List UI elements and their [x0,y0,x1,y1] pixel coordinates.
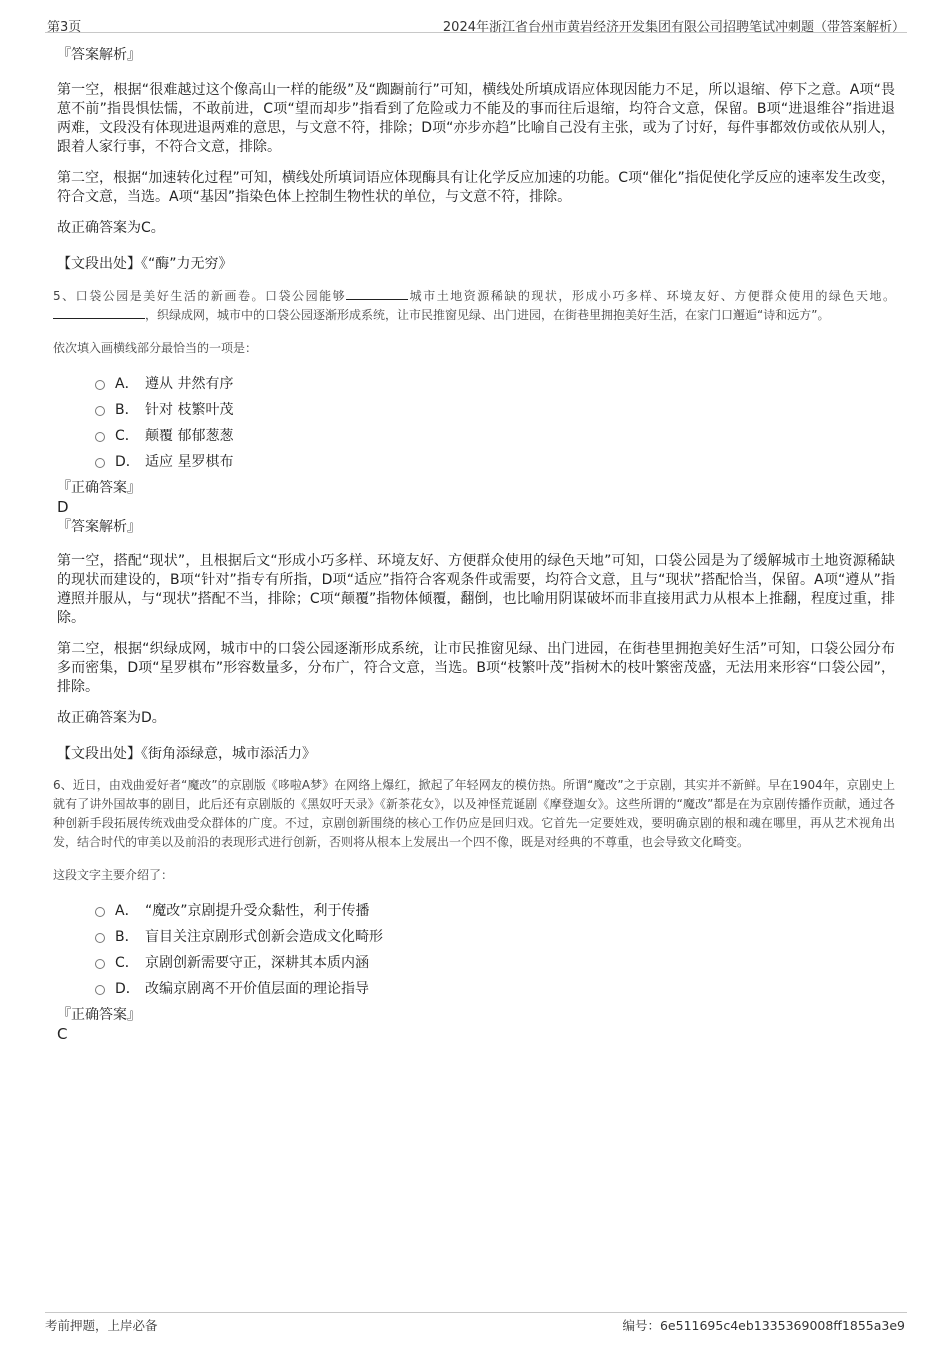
page-number: 第3页 [47,20,82,35]
source-citation: 【文段出处】《街角添绿意，城市添活力》 [57,746,316,762]
question-prompt: 依次填入画横线部分最恰当的一项是： [53,341,258,355]
radio-icon[interactable] [95,432,105,442]
analysis-label: 『答案解析』 [57,47,141,63]
radio-icon[interactable] [95,959,105,969]
analysis-label: 『答案解析』 [57,519,141,535]
conclusion: 故正确答案为D。 [57,710,166,726]
option-list [57,898,895,1002]
option-c[interactable] [95,950,895,976]
option-b[interactable] [95,924,895,950]
option-b[interactable] [95,397,895,423]
question-stem-part: 5、口袋公园是美好生活的新画卷。口袋公园能够 [53,289,347,303]
option-letter: A． [115,376,139,392]
question-stem-part: ，织绿成网，城市中的口袋公园逐渐形成系统，让市民推窗见绿、出门进园，在街巷里拥抱美好生活，在家门口邂逅“诗和远方”。 [145,308,830,322]
analysis-paragraph: 第二空，根据“加速转化过程”可知，横线处所填词语应体现酶具有让化学反应加速的功能。C项“催化”指促使化学反应的速率发生改变，符合文意，当选。A项“基因”指染色体上控制生物性状的单位，与文意不符，排除。 [57,170,895,205]
option-d[interactable] [95,976,895,1002]
option-text: 遵从 井然有序 [145,376,234,392]
option-letter: C． [115,428,139,444]
radio-icon[interactable] [95,933,105,943]
option-letter: B． [115,929,139,945]
page-content [53,46,895,1043]
fill-blank [53,306,145,319]
question-prompt: 这段文字主要介绍了： [53,868,174,882]
question-stem: 6、近日，由戏曲爱好者“魔改”的京剧版《哆啦A梦》在网络上爆红，掀起了年轻网友的模仿热。所谓“魔改”之于京剧，其实并不新鲜。早在1904年，京剧史上就有了讲外国故事的剧目，此后还有京剧版的《黑奴吁天录》《新茶花女》，以及神怪荒诞剧《摩登迦女》。这些所谓的“魔改”都是在为京剧传播作贡献，通过各种创新手段拓展传统戏曲受众群体的广度。不过，京剧创新围绕的核心工作仍应是回归戏。它首先一定要姓戏，要明确京剧的根和魂在哪里，再从艺术视角出发，结合时代的审美以及前沿的表现形式进行创新，否则将从根本上发展出一个四不像，既是对经典的不尊重，也会导致文化畸变。 [53,778,895,849]
analysis-paragraph: 第二空，根据“织绿成网，城市中的口袋公园逐渐形成系统，让市民推窗见绿、出门进园，在街巷里拥抱美好生活”可知，口袋公园分布多而密集，D项“星罗棋布”形容数量多，分布广，符合文意，当选。B项“枝繁叶茂”指树木的枝叶繁密茂盛，无法用来形容“口袋公园”，排除。 [57,641,895,695]
correct-answer-label: 『正确答案』 [57,480,141,496]
page-header [45,10,907,33]
option-text: “魔改”京剧提升受众黏性，利于传播 [145,903,370,919]
correct-answer-label: 『正确答案』 [57,1007,141,1023]
radio-icon[interactable] [95,380,105,390]
radio-icon[interactable] [95,907,105,917]
option-letter: D． [115,981,140,997]
analysis-paragraph: 第一空，根据“很难越过这个像高山一样的能级”及“踟蹰前行”可知，横线处所填成语应体现因能力不足，所以退缩、停下之意。A项“畏葸不前”指畏惧怯懦，不敢前进，C项“望而却步”指看到了危险或力不能及的事而往后退缩，均符合文意，保留。B项“进退维谷”指进退两难，文段没有体现进退两难的意思，与文意不符，排除；D项“亦步亦趋”比喻自己没有主张，或为了讨好，每件事都效仿或依从别人，跟着人家行事，不符合文意，排除。 [57,82,895,155]
question-stem [53,287,895,325]
conclusion: 故正确答案为C。 [57,220,165,236]
correct-answer: D [57,498,69,516]
option-letter: D． [115,454,140,470]
option-a[interactable] [95,371,895,397]
radio-icon[interactable] [95,458,105,468]
fill-blank [346,287,408,300]
option-text: 针对 枝繁叶茂 [145,402,234,418]
option-text: 颠覆 郁郁葱葱 [145,428,234,444]
option-text: 盲目关注京剧形式创新会造成文化畸形 [145,929,383,945]
page-footer [45,1312,907,1333]
footer-slogan: 考前押题，上岸必备 [45,1318,158,1333]
option-letter: A． [115,903,139,919]
radio-icon[interactable] [95,406,105,416]
option-letter: C． [115,955,139,971]
option-list [57,371,895,475]
correct-answer: C [57,1025,68,1043]
option-text: 适应 星罗棋布 [145,454,234,470]
option-d[interactable] [95,449,895,475]
document-title: 2024年浙江省台州市黄岩经济开发集团有限公司招聘笔试冲刺题（带答案解析） [442,20,905,35]
option-text: 京剧创新需要守正，深耕其本质内涵 [145,955,369,971]
analysis-paragraph: 第一空，搭配“现状”，且根据后文“形成小巧多样、环境友好、方便群众使用的绿色天地”可知，口袋公园是为了缓解城市土地资源稀缺的现状而建设的，B项“针对”指专有所指，D项“适应”指符合客观条件或需要，均符合文意，且与“现状”搭配恰当，保留。A项“遵从”指遵照并服从，与“现状”搭配不当，排除；C项“颠覆”指物体倾覆，翻倒，也比喻用阴谋破坏而非直接用武力从根本上推翻，程度过重，排除。 [57,553,895,626]
option-text: 改编京剧离不开价值层面的理论指导 [145,981,369,997]
option-a[interactable] [95,898,895,924]
question-stem-part: 城市土地资源稀缺的现状，形成小巧多样、环境友好、方便群众使用的绿色天地。 [408,289,895,303]
option-letter: B． [115,402,139,418]
radio-icon[interactable] [95,985,105,995]
option-c[interactable] [95,423,895,449]
document-code: 编号：6e511695c4eb1335369008ff1855a3e9 [622,1318,905,1333]
source-citation: 【文段出处】《“酶”力无穷》 [57,256,233,272]
